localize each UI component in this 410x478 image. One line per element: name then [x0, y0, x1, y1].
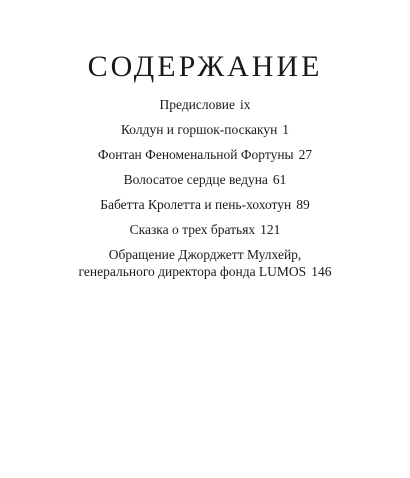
toc-entry-babbitty-rabbitty: [0, 196, 410, 213]
toc-entry-title: Сказка о трех братьях: [129, 222, 256, 237]
toc-entry-title-line1: Обращение Джорджетт Мулхейр,: [108, 247, 302, 262]
toc-entry-warlocks-hairy-heart: [0, 171, 410, 188]
toc-entry-tale-of-three-brothers: [0, 221, 410, 238]
toc-entry-fountain-of-fair-fortune: [0, 146, 410, 163]
toc-entry-wizard-and-hopping-pot: [0, 121, 410, 138]
toc-entry-page: 1: [282, 122, 290, 137]
toc-entry-page: 146: [311, 264, 332, 279]
toc-entry-page: 89: [296, 197, 310, 212]
toc-entry-title: Бабетта Кролетта и пень-хохотун: [100, 197, 292, 212]
table-of-contents: [0, 96, 410, 288]
toc-entry-page: ix: [239, 97, 251, 112]
toc-entry-title-line2-row: [0, 263, 410, 280]
toc-entry-title: Колдун и горшок-поскакун: [120, 122, 278, 137]
toc-entry-page: 121: [260, 222, 281, 237]
toc-entry-title: Волосатое сердце ведуна: [123, 172, 268, 187]
toc-entry-page: 61: [272, 172, 287, 187]
toc-entry-title: Фонтан Феноменальной Фортуны: [97, 147, 294, 162]
toc-entry-address-lumos: [0, 246, 410, 280]
toc-entry-title: Предисловие: [159, 97, 235, 112]
toc-entry-title-line2: генерального директора фонда LUMOS: [78, 264, 307, 279]
toc-entry-page: 27: [298, 147, 313, 162]
page-title: СОДЕРЖАНИЕ: [87, 50, 323, 83]
toc-entry-preface: [0, 96, 410, 113]
